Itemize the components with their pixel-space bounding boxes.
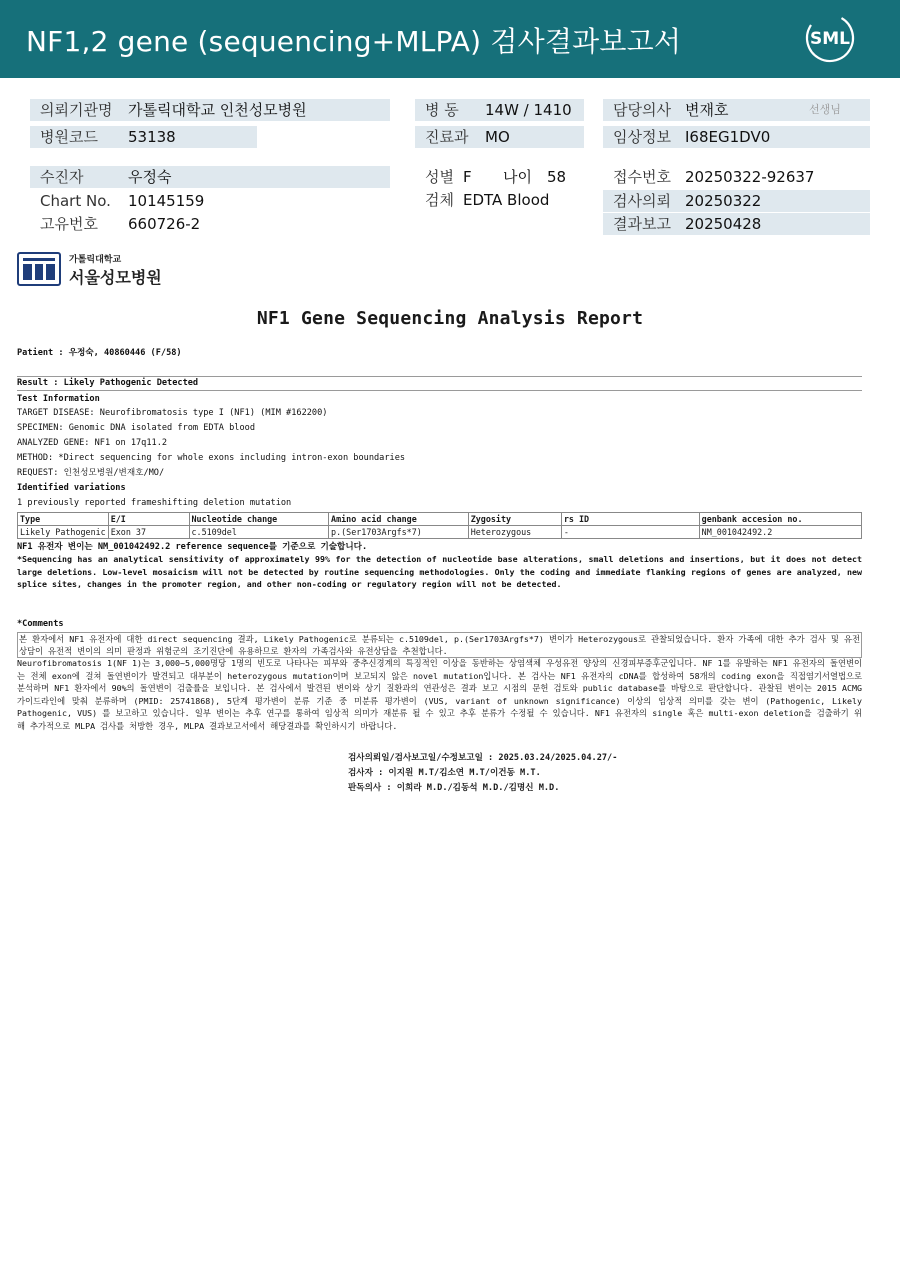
report-header-bar [0,0,900,78]
table-cell: c.5109del [189,526,329,539]
comment-summary: 본 환자에서 NF1 유전자에 대한 direct sequencing 결과, Likely Pathogenic로 분류되는 c.5109del, p.(Ser1703Argfs*7) 변이가 Heterozygous로 관찰되었습니다. 환자 가족에 대한 추가 검사 및 유전상담이 유전적 변이의 의미 판정과 위험군의 조기진단에 유용하므로 환자의 가족검사와 유전상담을 추천합니다. [19,634,860,656]
uid-value: 660726-2 [128,215,201,233]
chart-row [30,190,390,212]
patient-line: Patient : 우정숙, 40860446 (F/58) [17,348,182,358]
dept-row [415,126,584,148]
table-header-cell: genbank accesion no. [699,513,861,526]
clinical-row [603,126,870,148]
hospital-code-row [30,126,257,148]
receipt-label: 접수번호 [613,168,671,186]
hospital-logo [17,252,167,288]
sex-age-row [415,166,595,188]
specimen-label: 검체 [425,191,454,209]
receipt-value: 20250322-92637 [685,168,815,186]
table-cell: Likely Pathogenic [18,526,109,539]
method-line: METHOD: *Direct sequencing for whole exons including intron-exon boundaries [17,453,406,463]
reader-line: 판독의사 : 이희라 M.D./김동석 M.D./김명신 M.D. [348,783,560,793]
sensitivity-note: *Sequencing has an analytical sensitivity of approximately 99% for the detection of nucleotide base alterations, small deletions and insertions, but it does not detect large deletions. Low-level mosaicism will not be detected by routine sequencing methodologies. Only the coding and immediate flanking regions of genes are analyzed, new splice sites, changes in the promoter region, and other non-coding or regulatory region will not be detected. [17,554,862,589]
institution-value: 가톨릭대학교 인천성모병원 [128,101,307,119]
patient-value: 우정숙 [128,168,172,186]
dept-label: 진료과 [425,128,469,146]
comment-detail: Neurofibromatosis 1(NF 1)는 3,000~5,000명당 1명의 빈도로 나타나는 피부와 중추신경계의 특징적인 이상을 동반하는 상염색체 우성유전 양상의 신경피부증후군입니다. NF 1를 유발하는 NF1 유전자의 돌연변이는 전체 exon에 걸쳐 돌연변이가 발견되고 대부분이 heterozygous mutation이며 보고되지 않은 novel mutation입니다. 본 검사는 NF1 유전자의 cDNA를 합성하여 58개의 coding exon을 직접염기서열법으로 분석하며 NF1 환자에서 90%의 돌연변이 검출률을 보입니다. 본 검사에서 발견된 변이와 상기 질환과의 연관성은 결과 보고 시점의 문헌 검토와 public database를 바탕으로 판단합니다. 관찰된 변이는 2015 ACMG 가이드라인에 맞춰 분류하며 (PMID: 25741868), 5단계 평가변이 분류 기준 중 미분류 평가변이 (VUS, variant of unknown significance) 이상의 임상적 의미를 갖는 변이 (Pathogenic, Likely Pathogenic, VUS) 를 보고하고 있습니다. 일부 변이는 추후 연구를 통하여 임상적 의미가 재분류 될 수 있고 추후 분류가 수정될 수 있습니다. NF1 유전자의 single 혹은 multi-exon deletion을 검출하기 위해 추가적으로 MLPA 검사를 처방한 경우, MLPA 결과보고서에서 해당결과를 확인하시기 바랍니다. [17,658,862,731]
result-date-value: 20250428 [685,215,762,233]
specimen-value: EDTA Blood [463,191,550,209]
sex-value: F [463,168,472,186]
doctor-value: 변재호 [685,101,729,119]
hospital-logo-small-text: 가톨릭대학교 [69,255,122,265]
doctor-suffix: 선생님 [809,103,841,116]
request-row [603,190,870,212]
patient-label: 수진자 [40,168,84,186]
specimen-row [415,189,595,211]
table-header-cell: E/I [108,513,189,526]
sex-label: 성별 [425,168,454,186]
result-date-label: 결과보고 [613,215,671,233]
uid-row [30,213,390,235]
institution-label: 의뢰기관명 [40,101,113,119]
table-header-row [18,513,862,526]
hospital-logo-name: 서울성모병원 [69,268,162,287]
doctor-row [603,99,870,121]
report-dates: 검사의뢰일/검사보고일/수정보고일 : 2025.03.24/2025.04.27/- [348,753,618,763]
report-header-title: NF1,2 gene (sequencing+MLPA) 검사결과보고서 [26,25,682,58]
institution-row [30,99,390,121]
reference-note: NF1 유전자 변이는 NM_001042492.2 reference sequence를 기준으로 기술합니다. [17,542,368,552]
divider [17,376,862,377]
tester-line: 검사자 : 이지원 M.T/김소연 M.T/이건동 M.T. [348,768,541,778]
target-disease-line: TARGET DISEASE: Neurofibromatosis type I (NF1) (MIM #162200) [17,408,328,418]
table-header-cell: Nucleotide change [189,513,329,526]
request-label: 검사의뢰 [613,192,671,210]
ward-label: 병 동 [425,101,459,119]
ward-value: 14W / 1410 [485,101,572,119]
chart-label: Chart No. [40,192,111,210]
table-cell: Exon 37 [108,526,189,539]
table-header-cell: Amino acid change [329,513,469,526]
hospital-code-label: 병원코드 [40,128,98,146]
age-value: 58 [547,168,567,186]
table-cell: NM_001042492.2 [699,526,861,539]
patient-row [30,166,390,188]
identified-summary: 1 previously reported frameshifting deletion mutation [17,498,292,508]
hospital-code-value: 53138 [128,128,176,146]
sml-logo-text: SML [810,29,850,49]
report-title: NF1 Gene Sequencing Analysis Report [256,308,644,329]
table-cell: Heterozygous [468,526,561,539]
variant-table [17,512,862,539]
table-header-cell: Type [18,513,109,526]
hospital-emblem-icon [17,252,61,286]
table-cell: - [561,526,699,539]
request-line: REQUEST: 인천성모병원/변재호/MO/ [17,468,165,478]
result-line: Result : Likely Pathogenic Detected [17,378,199,388]
age-label: 나이 [503,168,532,186]
analyzed-gene-line: ANALYZED GENE: NF1 on 17q11.2 [17,438,168,448]
table-row [18,526,862,539]
table-header-cell: rs ID [561,513,699,526]
comments-heading: *Comments [17,619,64,629]
receipt-row [603,166,870,188]
result-date-row [603,213,870,235]
sml-logo-icon [804,12,856,64]
uid-label: 고유번호 [40,215,98,233]
table-cell: p.(Ser1703Argfs*7) [329,526,469,539]
clinical-value: I68EG1DV0 [685,128,771,146]
test-info-heading: Test Information [17,394,100,404]
table-header-cell: Zygosity [468,513,561,526]
identified-heading: Identified variations [17,483,126,493]
chart-value: 10145159 [128,192,205,210]
specimen-line: SPECIMEN: Genomic DNA isolated from EDTA blood [17,423,255,433]
request-value: 20250322 [685,192,762,210]
divider [17,390,862,391]
clinical-label: 임상정보 [613,128,671,146]
ward-row [415,99,584,121]
dept-value: MO [485,128,510,146]
doctor-label: 담당의사 [613,101,671,119]
